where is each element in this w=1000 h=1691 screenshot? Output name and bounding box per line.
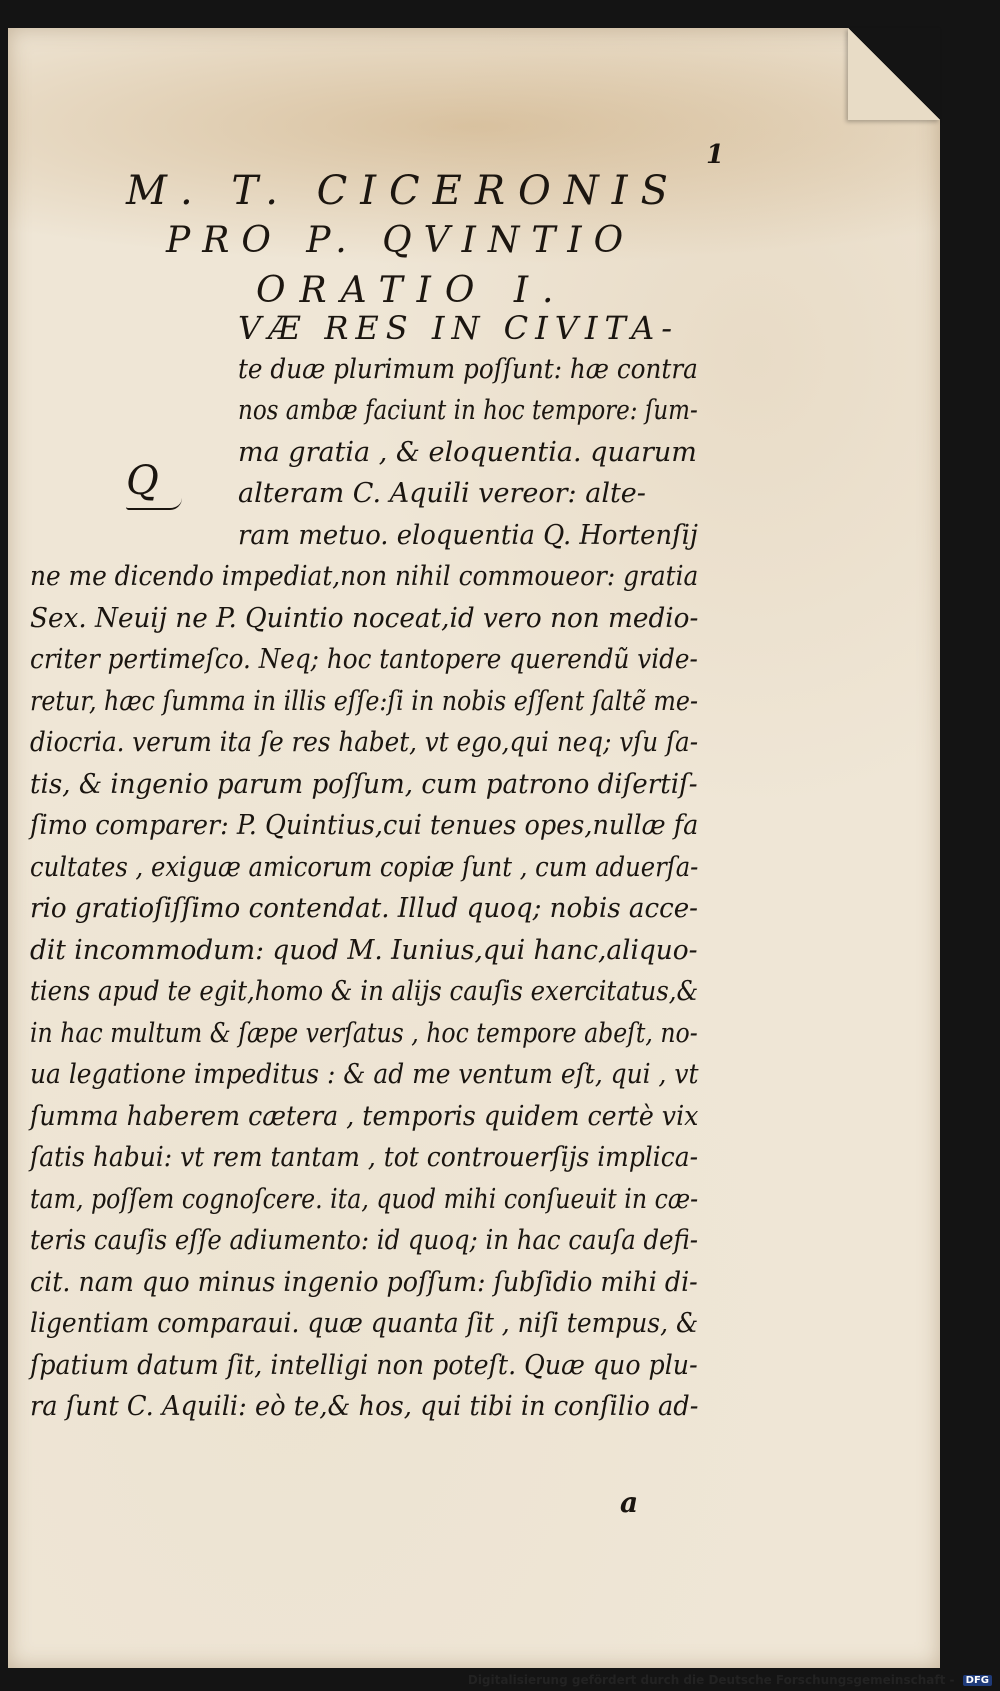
text-line: alteram C. Aquili vereor: alte-	[238, 478, 646, 509]
text-line: ne me dicendo impediat,non nihil commoueor: gratia	[30, 561, 699, 592]
text-line: VÆ RES IN CIVITA-	[238, 309, 680, 347]
text-line: cultates , exiguæ amicorum copiæ ſunt , cum aduerſa-	[30, 851, 699, 883]
title-line-3: ORATIO I.	[256, 270, 568, 311]
text-line: ram metuo. eloquentia Q. Hortenſij	[238, 519, 698, 551]
text-line: ma gratia , & eloquentia. quarum	[238, 436, 697, 468]
signature-mark: a	[620, 1486, 639, 1519]
text-line: tiens apud te egit,homo & in alijs cauſis exercitatus,&	[30, 976, 699, 1007]
title-line-2: PRO P. QVINTIO	[166, 220, 636, 261]
text-line: tis, & ingenio parum poſſum, cum patrono diſertiſ-	[30, 768, 698, 800]
text-line: tam, poſſem cognoſcere. ita, quod mihi conſueuit in cæ-	[30, 1183, 699, 1215]
text-line: ſatis habui: vt rem tantam , tot controuerſijs implica-	[30, 1142, 699, 1173]
text-line: retur, hæc ſumma in illis eſſe:ſi in nobis eſſent ſaltẽ me-	[30, 685, 698, 717]
dfg-logo: DFG	[963, 1675, 992, 1686]
text-line: Sex. Neuij ne P. Quintio noceat,id vero non medio-	[30, 602, 699, 634]
footer-credit	[468, 1673, 992, 1687]
text-line: cit. nam quo minus ingenio poſſum: ſubſidio mihi di-	[30, 1266, 698, 1298]
text-line: ra ſunt C. Aquili: eò te,& hos, qui tibi in conſilio ad-	[30, 1391, 699, 1422]
text-line: in hac multum & ſæpe verſatus , hoc tempore abeſt, no-	[30, 1017, 698, 1049]
text-line: ſpatium datum ſit, intelligi non poteſt. Quæ quo plu-	[30, 1349, 698, 1381]
text-line: teris cauſis eſſe adiumento: id quoq; in hac cauſa defi-	[30, 1225, 699, 1256]
text-line: criter pertimeſco. Neq; hoc tantopere querendũ vide-	[30, 644, 698, 675]
text-line: ſumma haberem cætera , temporis quidem certè vix	[30, 1100, 699, 1132]
text-line: te duæ plurimum poſſunt: hæ contra	[238, 353, 698, 385]
folded-corner-paper	[848, 28, 940, 120]
page-number: 1	[706, 140, 725, 170]
drop-cap: Q	[126, 458, 159, 504]
text-line: dit incommodum: quod M. Iunius,qui hanc,aliquo-	[30, 934, 698, 966]
text-line: rio gratioſiſſimo contendat. Illud quoq; nobis acce-	[30, 893, 699, 924]
text-line: diocria. verum ita ſe res habet, vt ego,qui neq; vſu ſa-	[30, 727, 699, 758]
text-line: ligentiam comparaui. quæ quanta ſit , niſi tempus, &	[30, 1308, 699, 1339]
drop-cap-flourish	[126, 498, 182, 510]
text-line: ſimo comparer: P. Quintius,cui tenues opes,nullæ fa	[30, 810, 699, 841]
title-line-1: M. T. CICERONIS	[126, 168, 681, 214]
footer-text: Digitalisierung gefördert durch die Deutsche Forschungsgemeinschaft -	[467, 1673, 955, 1687]
text-line: nos ambæ faciunt in hoc tempore: ſum-	[238, 395, 698, 426]
text-line: ua legatione impeditus : & ad me ventum eſt, qui , vt	[30, 1059, 699, 1090]
book-page	[8, 28, 940, 1668]
